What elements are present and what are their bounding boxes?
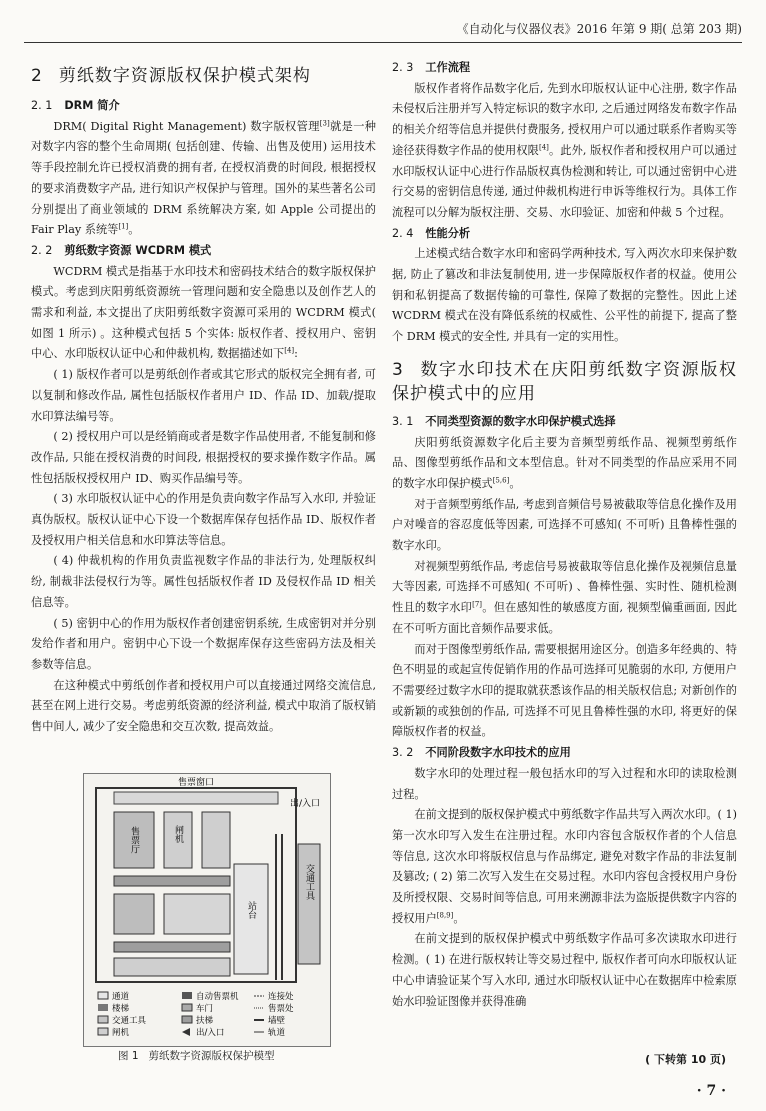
subsection-heading: 不同阶段数字水印技术的应用 [425, 746, 571, 760]
citation: [3] [319, 118, 330, 127]
legend-item: 闸机 [112, 1028, 130, 1038]
subsection-2-3-title [392, 58, 737, 79]
figure-caption [118, 1048, 275, 1063]
vehicle-block [298, 844, 320, 964]
platform-block [234, 864, 268, 974]
legend-item: 楼梯 [112, 1004, 130, 1014]
label-ticket-window: 售票窗口 [177, 778, 215, 788]
paragraph: 对于音频型剪纸作品, 考虑到音频信号易被截取等信息化操作及用户对噪音的容忍度低等因素, 可选择不可感知( 不可听) 且鲁棒性强的数字水印。 [392, 497, 737, 553]
section-3-number: 3 [392, 359, 404, 380]
label-exit: 出/入口 [290, 799, 321, 809]
legend-swatch [182, 992, 192, 999]
subsection-2-4-title [392, 224, 737, 245]
text: 在前文提到的版权保护模式中剪纸数字作品共写入两次水印。( 1) 第一次水印写入发生在注册过程。水印内容包含版权作者的个人信息等信息, 这次水印将版权信息与作品绑定, 避免对数字作品的非法复制及篡改; ( 2) 第二次写入发生在交易过程。水印内容包含授权用户身份及所授权限、交易时间等信息, 可用来溯源非法为盗版提供数字内容的授权用户 [392, 808, 737, 925]
station-diagram [84, 774, 330, 1046]
legend-swatch [182, 1028, 190, 1036]
label-platform: 站台 [246, 901, 256, 919]
figure-label: 图 1 [118, 1050, 139, 1062]
citation: [8,9] [436, 910, 454, 919]
list-item: ( 5) 密钥中心的作用为版权作者创建密钥系统, 生成密钥对并分别发给作者和用户。密钥中心下设一个数据库保存这些密码方法及相关参数等信息。 [31, 616, 376, 671]
paragraph: 上述模式结合数字水印和密码学两种技术, 写入两次水印来保护数据, 防止了篡改和非法复制使用, 进一步保障版权作者的权益。使用公钥和私钥提高了数据传输的可靠性, 保障了数据的完整性。因此上述 WCDRM 模式在没有降低系统的权威性、公平性的前提下, 提高了整个 DRM 模式的安全性, 并具有一定的实用性。 [392, 247, 737, 344]
paragraph: 在前文提到的版权保护模式中剪纸数字作品可多次读取水印进行检测。( 1) 在进行版权转让等交易过程中, 版权作者可向水印版权认证中心申请验证某个写入水印, 通过水印版权认证中心在数据库中检索原始水印验证图像并获得准确 [392, 932, 737, 1008]
legend-swatch [98, 1004, 108, 1011]
subsection-number: 3. 1 [392, 414, 414, 428]
paragraph [31, 262, 376, 366]
legend-item: 连接处 [268, 992, 294, 1002]
subsection-heading: 性能分析 [425, 226, 471, 240]
subsection-heading: 剪纸数字资源 WCDRM 模式 [64, 243, 212, 257]
legend-swatch [98, 992, 108, 999]
citation: [4] [538, 143, 549, 152]
list-item: ( 2) 授权用户可以是经销商或者是数字作品使用者, 不能复制和修改作品, 只能在授权消费的时间段, 根据授权的要求操作数字作品。属性包括版权授权用户 ID、购买作品编号等。 [31, 430, 376, 485]
subsection-number: 3. 2 [392, 746, 414, 760]
text: 。但在感知性的敏感度方面, 视频型偏重画面, 因此在不可听方面比音频作品要求低。 [392, 601, 737, 635]
subsection-heading: 不同类型资源的数字水印保护模式选择 [425, 414, 616, 428]
ticket-window-bar [114, 792, 278, 804]
legend-item: 墙壁 [268, 1016, 286, 1026]
right-column [392, 58, 737, 1012]
subsection-heading: 工作流程 [425, 61, 471, 74]
header-rule [24, 42, 742, 43]
label-gate: 闸机 [173, 825, 183, 843]
list-item: ( 4) 仲裁机构的作用负责监视数字作品的非法行为, 处理版权纠纷, 制裁非法侵权行为等。属性包括版权作者 ID 及侵权作品 ID 相关信息等。 [31, 554, 376, 609]
text: 。 [128, 223, 140, 237]
legend-swatch [182, 1016, 192, 1023]
lower-block-1 [114, 894, 154, 934]
bottom-corridor [114, 958, 230, 976]
label-ticket-hall: 售票厅 [129, 826, 139, 854]
citation: [5,6] [492, 476, 510, 485]
legend-item: 交通工具 [112, 1016, 147, 1026]
legend-item: 售票处 [268, 1004, 294, 1014]
gate-block-right [202, 812, 230, 868]
section-3-title [392, 358, 737, 406]
escalator-bottom [114, 942, 230, 952]
subsection-number: 2. 4 [392, 226, 414, 240]
left-column [31, 58, 376, 738]
legend-item: 车门 [196, 1004, 214, 1014]
paragraph [31, 117, 376, 241]
legend [98, 991, 294, 1038]
section-2-title [31, 62, 376, 90]
legend-item: 自动售票机 [196, 992, 239, 1002]
paragraph: 在这种模式中剪纸创作者和授权用户可以直接通过网络交流信息, 甚至在网上进行交易。考虑剪纸资源的经济利益, 模式中取消了版权销售中间人, 减少了安全隐患和交互次数, 提高效益。 [31, 678, 376, 734]
subsection-3-2-title [392, 743, 737, 764]
subsection-2-1-title [31, 96, 376, 117]
text: DRM( Digital Right Management) 数字版权管理 [53, 119, 320, 133]
subsection-heading: DRM 简介 [64, 99, 120, 112]
subsection-number: 2. 1 [31, 99, 53, 112]
section-2-heading: 剪纸数字资源版权保护模式架构 [58, 66, 311, 86]
subsection-2-2-title [31, 241, 376, 262]
citation: [7] [472, 600, 483, 609]
list-item: ( 1) 版权作者可以是剪纸创作者或其它形式的版权完全拥有者, 可以复制和修改作品, 属性包括版权作者用户 ID、作品 ID、加载/提取水印算法编号等。 [31, 368, 376, 423]
subsection-number: 2. 2 [31, 243, 53, 257]
citation: [4] [284, 346, 295, 355]
legend-item: 轨道 [268, 1028, 286, 1038]
text: 。此外, 版权作者和授权用户可以通过水印版权认证中心进行作品版权真伪检测和转让, 可以通过密钥中心进行交易的密钥信息传递, 通过仲裁机构进行申诉等维权行为。具体工作流程可以分解为版权注册、交易、水印验证、加密和仲裁 5 个过程。 [392, 143, 737, 219]
label-traffic: 交通工具 [304, 864, 314, 900]
text: 对视频型剪纸作品, 考虑信号易被截取等信息化操作及视频信息量大等因素, 可选择不可感知( 不可听) 、鲁棒性强、实时性、随机检测性且的数字水印 [392, 559, 737, 615]
escalator-top [114, 876, 230, 886]
text: 庆阳剪纸资源数字化后主要为音频型剪纸作品、视频型剪纸作品、图像型剪纸作品和文本型信息。针对不同类型的作品应采用不同的数字水印保护模式 [392, 435, 737, 490]
citation: [1] [118, 222, 129, 231]
text: WCDRM 模式是指基于水印技术和密码技术结合的数字版权保护模式。考虑到庆阳剪纸资源统一管理问题和安全隐患以及创作艺人的需求和利益, 本文提出了庆阳剪纸数字资源可采用的 WCDRM 模式( 如图 1 所示) 。这种模式包括 5 个实体: 版权作者、授权用户、密钥中心、水印版权认证中心和仲裁机构, 数据描述如下 [31, 264, 376, 361]
paragraph: 而对于图像型剪纸作品, 需要根据用途区分。创造多年经典的、特色不明显的或起宣传促销作用的作品可选择可见脆弱的水印, 方便用户不需要经过数字水印的提取就获悉该作品的相关版权信息; 对新创作的或新颖的或独创的作品, 可选择不可见且鲁棒性强的水印, 将更好的保障版权作者的权益。 [392, 642, 737, 739]
figure-caption-text: 剪纸数字资源版权保护模型 [148, 1050, 275, 1062]
legend-item: 通道 [112, 992, 130, 1002]
text: 版权作者将作品数字化后, 先到水印版权认证中心注册, 数字作品未侵权后注册并写入特定标识的数字水印, 之后通过网络发布数字作品的相关介绍等信息并提供付费服务, 授权用户可以通过联系作者购买等途径获得数字作品的使用权限 [392, 81, 737, 157]
page-number: · 7 · [696, 1083, 726, 1099]
legend-swatch [98, 1028, 108, 1035]
paragraph: 数字水印的处理过程一般包括水印的写入过程和水印的读取检测过程。 [392, 766, 737, 801]
text: 。 [453, 911, 465, 925]
paragraph [392, 433, 737, 495]
legend-swatch [182, 1004, 192, 1011]
paragraph [392, 557, 737, 640]
legend-item: 出/入口 [196, 1028, 225, 1038]
section-2-number: 2 [31, 66, 43, 86]
list-item: ( 3) 水印版权认证中心的作用是负责向数字作品写入水印, 并验证真伪版权。版权认证中心下设一个数据库保存包括作品 ID、版权作者及授权用户相关信息和水印算法等信息。 [31, 492, 376, 547]
text: : [294, 347, 298, 361]
figure-1 [83, 773, 331, 1047]
text: 。 [509, 476, 521, 490]
paragraph [392, 79, 737, 224]
legend-swatch [98, 1016, 108, 1023]
legend-item: 扶梯 [196, 1016, 214, 1026]
running-head: 《自动化与仪器仪表》2016 年第 9 期( 总第 203 期) [456, 22, 742, 36]
section-3-heading: 数字水印技术在庆阳剪纸数字资源版权保护模式中的应用 [392, 359, 737, 404]
paragraph [392, 805, 737, 929]
text: 就是一种对数字内容的整个生命周期( 包括创建、传输、出售及使用) 运用技术等手段控制允许已授权消费的拥有者, 在授权消费的时间段, 根据授权的要求消费数字产品, 进行知识产权保护与管理。国外的某些著名公司分别提出了商业领域的 DRM 系统解决方案, 如 Apple 公司提出的 Fair Play 系统等 [31, 119, 376, 237]
lower-block-2 [164, 894, 230, 934]
subsection-number: 2. 3 [392, 61, 414, 74]
subsection-3-1-title [392, 412, 737, 433]
continued-note: ( 下转第 10 页) [645, 1053, 726, 1066]
